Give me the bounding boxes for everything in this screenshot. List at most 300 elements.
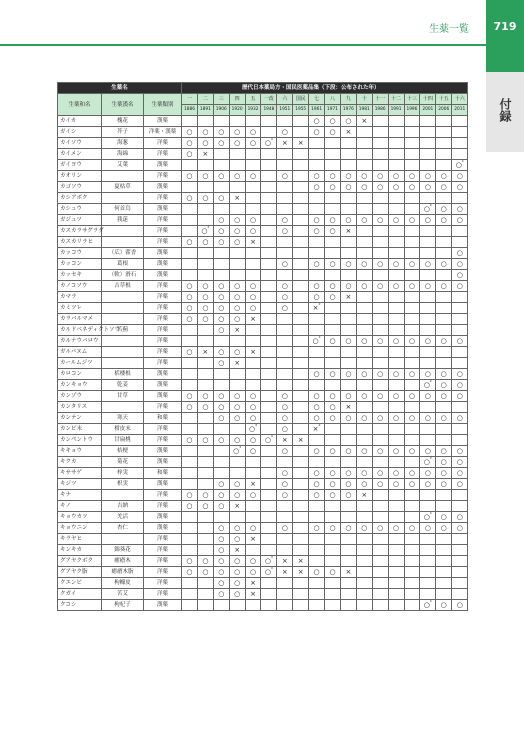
listing-mark [261,589,277,600]
drug-category: 洋薬 [144,358,182,369]
listing-mark [261,215,277,226]
listing-mark [261,512,277,523]
listing-mark: ○ [436,369,452,380]
listing-mark [245,270,261,281]
drug-category: 洋薬 [144,193,182,204]
listing-mark [372,600,388,611]
drug-japanese-name: カールムジツ [58,358,102,369]
listing-mark: ○ [452,446,468,457]
listing-mark: ○ [213,358,229,369]
listing-mark: ○ [356,468,372,479]
listing-mark [261,226,277,237]
listing-mark [229,457,245,468]
drug-chinese-name: 苦薊 [102,325,144,336]
listing-mark: ○ [404,479,420,490]
listing-mark: ○* [197,226,213,237]
listing-mark: × [340,567,356,578]
drug-category: 漢薬 [144,204,182,215]
listing-mark: ○ [277,424,293,435]
listing-mark [229,369,245,380]
drug-category: 洋薬 [144,589,182,600]
era-header: 十三 [404,94,420,105]
listing-mark: ○ [420,215,436,226]
table-row [58,534,468,545]
listing-mark [436,567,452,578]
listing-mark [229,149,245,160]
listing-mark [388,138,404,149]
listing-mark: ○* [420,512,436,523]
listing-mark: ○ [309,226,325,237]
drug-chinese-name: 何首烏 [102,204,144,215]
listing-mark: ○ [372,369,388,380]
listing-mark: ○ [309,116,325,127]
listing-mark [436,248,452,259]
drug-category: 洋薬 [144,292,182,303]
listing-mark [197,424,213,435]
listing-mark [293,182,309,193]
drug-japanese-name: キササゲ [58,468,102,479]
drug-category: 漢薬 [144,457,182,468]
year-header: 1961 [309,105,325,116]
listing-mark [436,358,452,369]
listing-mark [277,501,293,512]
listing-mark [277,358,293,369]
listing-mark: ○ [420,468,436,479]
listing-mark [388,127,404,138]
listing-mark: ○ [436,457,452,468]
listing-mark: ○ [182,138,198,149]
listing-mark [436,325,452,336]
listing-mark [404,193,420,204]
era-header: 十 [356,94,372,105]
listing-mark [261,116,277,127]
table-row [58,523,468,534]
listing-mark [182,534,198,545]
listing-mark [261,270,277,281]
listing-mark: ○ [229,490,245,501]
drug-category: 洋薬 [144,237,182,248]
listing-mark [182,215,198,226]
listing-mark [213,424,229,435]
listing-mark: ○ [229,215,245,226]
listing-mark [340,512,356,523]
listing-mark: ○ [229,435,245,446]
listing-mark [261,358,277,369]
listing-mark [325,160,341,171]
listing-mark [372,347,388,358]
listing-mark [261,391,277,402]
listing-mark: ○ [356,281,372,292]
listing-mark [293,204,309,215]
listing-mark [277,325,293,336]
drug-category: 洋薬 [144,149,182,160]
listing-mark [261,160,277,171]
drug-japanese-name: カロコン [58,369,102,380]
table-row [58,336,468,347]
listing-mark [309,435,325,446]
listing-mark: × [293,435,309,446]
era-header: 十六 [452,94,468,105]
listing-mark [309,237,325,248]
drug-japanese-name: キナ [58,490,102,501]
listing-mark [420,347,436,358]
listing-mark [372,204,388,215]
listing-mark: ○ [277,215,293,226]
listing-mark: ○ [325,292,341,303]
listing-mark: × [229,545,245,556]
listing-mark: ○ [182,193,198,204]
drug-chinese-name: 枸櫞皮 [102,578,144,589]
table-row [58,160,468,171]
listing-mark: ○ [452,479,468,490]
listing-mark [229,259,245,270]
drug-chinese-name: 羌活 [102,512,144,523]
listing-mark: ○ [182,402,198,413]
listing-mark: ○ [309,127,325,138]
listing-mark [356,248,372,259]
drug-japanese-name: カラバルマメ [58,314,102,325]
listing-mark [340,325,356,336]
listing-mark [420,138,436,149]
group-pharmacopoeia [182,83,468,94]
drug-category: 漢薬 [144,369,182,380]
listing-mark: ○ [309,446,325,457]
listing-mark [436,347,452,358]
table-row [58,424,468,435]
listing-mark: ○* [420,600,436,611]
listing-mark [420,589,436,600]
listing-mark: ○ [452,380,468,391]
listing-mark [420,149,436,160]
listing-mark [245,545,261,556]
listing-mark [277,336,293,347]
drug-chinese-name: 艾葉 [102,160,144,171]
listing-mark: ○ [182,556,198,567]
listing-mark: ○ [436,204,452,215]
drug-category: 和薬 [144,468,182,479]
listing-mark [182,160,198,171]
listing-mark: ○ [452,391,468,402]
listing-mark [245,380,261,391]
listing-mark [452,325,468,336]
drug-chinese-name: 吉草根 [102,281,144,292]
listing-mark [197,204,213,215]
listing-mark [229,204,245,215]
listing-mark [404,358,420,369]
listing-mark [197,336,213,347]
drug-chinese-name [102,490,144,501]
drug-category: 洋薬 [144,347,182,358]
drug-category: 洋薬 [144,545,182,556]
listing-mark: ○ [197,435,213,446]
listing-mark [182,116,198,127]
table-row [58,116,468,127]
drug-chinese-name: 錦葵花 [102,545,144,556]
listing-mark [325,589,341,600]
era-header: 四 [229,94,245,105]
listing-mark: ○ [388,391,404,402]
listing-mark: ○ [372,215,388,226]
drug-japanese-name: キョウニン [58,523,102,534]
listing-mark: ×* [309,424,325,435]
listing-mark [436,138,452,149]
listing-mark [293,215,309,226]
drug-category: 漢薬 [144,259,182,270]
listing-mark: ○ [420,479,436,490]
listing-mark: ○ [309,292,325,303]
listing-mark [420,193,436,204]
listing-mark: × [229,193,245,204]
listing-mark [388,490,404,501]
listing-mark [420,501,436,512]
listing-mark [388,270,404,281]
listing-mark [309,270,325,281]
listing-mark [420,567,436,578]
drug-japanese-name: キョウカツ [58,512,102,523]
pharmacopoeia-title: 歴代日本薬局方・国民医薬品集 [242,85,320,91]
drug-category: 漢薬 [144,391,182,402]
listing-mark [356,424,372,435]
table-row [58,600,468,611]
listing-mark: ○ [213,545,229,556]
table-row [58,248,468,259]
drug-japanese-name: カシュウ [58,204,102,215]
listing-mark [420,248,436,259]
drug-japanese-name: カンキョウ [58,380,102,391]
listing-mark: ○ [420,259,436,270]
listing-mark: ○ [213,215,229,226]
listing-mark [277,160,293,171]
listing-mark [309,556,325,567]
drug-japanese-name: カオリン [58,171,102,182]
listing-mark [309,600,325,611]
listing-mark [261,479,277,490]
listing-mark [436,501,452,512]
listing-mark [309,325,325,336]
listing-mark: ○ [182,149,198,160]
listing-mark: × [293,138,309,149]
listing-mark [182,424,198,435]
listing-mark [452,314,468,325]
drug-category: 漢薬 [144,600,182,611]
listing-mark [197,358,213,369]
listing-mark [325,193,341,204]
listing-mark: ○ [245,556,261,567]
listing-mark [261,545,277,556]
listing-mark [325,578,341,589]
listing-mark [309,512,325,523]
table-row [58,380,468,391]
table-row [58,512,468,523]
listing-mark: ○ [197,237,213,248]
listing-mark [309,358,325,369]
listing-mark [293,380,309,391]
drug-japanese-name: ガジュツ [58,215,102,226]
listing-mark [197,479,213,490]
listing-mark [420,435,436,446]
listing-mark [182,248,198,259]
listing-mark [436,402,452,413]
drug-chinese-name: 莪蒁 [102,215,144,226]
listing-mark: ○* [452,160,468,171]
listing-mark: ○ [182,314,198,325]
drug-chinese-name: 桔梗 [102,446,144,457]
listing-mark: ○ [452,336,468,347]
listing-mark [261,534,277,545]
listing-mark [182,457,198,468]
listing-mark [372,116,388,127]
listing-mark [229,380,245,391]
listing-mark: ○ [372,468,388,479]
listing-mark [277,512,293,523]
listing-mark [404,226,420,237]
listing-mark: × [229,501,245,512]
listing-mark: ○ [452,248,468,259]
year-header: 1991 [388,105,404,116]
listing-mark [388,589,404,600]
drug-chinese-name: 枳実 [102,479,144,490]
listing-mark [340,534,356,545]
listing-mark [340,358,356,369]
drug-japanese-name: グアヤク脂 [58,567,102,578]
drug-category: 漢薬 [144,523,182,534]
listing-mark: ○ [277,127,293,138]
drug-chinese-name: 癒瘡木 [102,556,144,567]
listing-mark [245,358,261,369]
listing-mark [197,578,213,589]
era-header: 十四 [420,94,436,105]
listing-mark: ○ [404,523,420,534]
listing-mark [197,600,213,611]
listing-mark [182,545,198,556]
listing-mark [420,490,436,501]
listing-mark [388,578,404,589]
listing-mark [388,512,404,523]
listing-mark [229,600,245,611]
listing-mark [197,182,213,193]
drug-japanese-name: グアヤクボク [58,556,102,567]
listing-mark [372,589,388,600]
drug-japanese-name: カンペントウ [58,435,102,446]
listing-mark [197,413,213,424]
listing-mark [420,160,436,171]
listing-mark: ○ [245,435,261,446]
listing-mark [293,413,309,424]
listing-mark: ○ [213,226,229,237]
listing-mark [277,369,293,380]
listing-mark [404,325,420,336]
listing-mark [340,314,356,325]
listing-mark [277,237,293,248]
listing-mark: ○ [436,413,452,424]
listing-mark [388,556,404,567]
listing-mark [182,600,198,611]
listing-mark [436,193,452,204]
drug-chinese-name: 海葱 [102,138,144,149]
listing-mark [325,556,341,567]
listing-mark [309,149,325,160]
listing-mark [436,116,452,127]
listing-mark [356,501,372,512]
listing-mark [372,567,388,578]
listing-mark: ○ [213,303,229,314]
listing-mark [356,556,372,567]
listing-mark: ○ [182,292,198,303]
listing-mark: ○ [372,171,388,182]
listing-mark [293,347,309,358]
listing-mark [372,578,388,589]
listing-mark [309,314,325,325]
drug-japanese-name: キノ [58,501,102,512]
listing-mark [452,402,468,413]
listing-mark [420,237,436,248]
drug-category: 洋薬 [144,501,182,512]
listing-mark: ○* [261,138,277,149]
listing-mark: ○ [356,171,372,182]
listing-mark [372,325,388,336]
appendix-side-tab[interactable] [486,72,524,152]
listing-mark [340,347,356,358]
listing-mark: ○ [404,215,420,226]
listing-mark: ○ [404,446,420,457]
listing-mark [452,292,468,303]
listing-mark [452,545,468,556]
listing-mark [261,490,277,501]
listing-mark [293,248,309,259]
listing-mark [356,600,372,611]
listing-mark: ○ [309,402,325,413]
drug-chinese-name [102,303,144,314]
listing-mark: × [356,116,372,127]
listing-mark [325,347,341,358]
listing-mark [420,226,436,237]
listing-mark: ○ [325,127,341,138]
listing-mark: × [229,358,245,369]
era-header: 十二 [388,94,404,105]
listing-mark [356,204,372,215]
listing-mark: ○ [452,369,468,380]
listing-mark: ○* [309,336,325,347]
listing-mark [388,435,404,446]
listing-mark: ○ [372,182,388,193]
listing-mark [293,457,309,468]
listing-mark [372,424,388,435]
listing-mark [293,468,309,479]
listing-mark: ○ [182,391,198,402]
listing-mark: × [277,435,293,446]
listing-mark [245,160,261,171]
listing-mark [293,402,309,413]
drug-japanese-name: カマラ [58,292,102,303]
listing-mark: ○ [277,523,293,534]
listing-mark [213,380,229,391]
listing-mark: ○ [197,402,213,413]
listing-mark: ○ [340,468,356,479]
listing-mark: ○ [325,116,341,127]
listing-mark [309,160,325,171]
listing-mark: ○ [452,281,468,292]
listing-mark: ○ [245,292,261,303]
listing-mark [182,204,198,215]
listing-mark: ○ [229,391,245,402]
drug-category: 洋薬 [144,138,182,149]
listing-mark: × [197,347,213,358]
listing-mark [261,204,277,215]
listing-mark [245,248,261,259]
listing-mark [293,325,309,336]
listing-mark [452,567,468,578]
listing-mark: ○ [388,446,404,457]
